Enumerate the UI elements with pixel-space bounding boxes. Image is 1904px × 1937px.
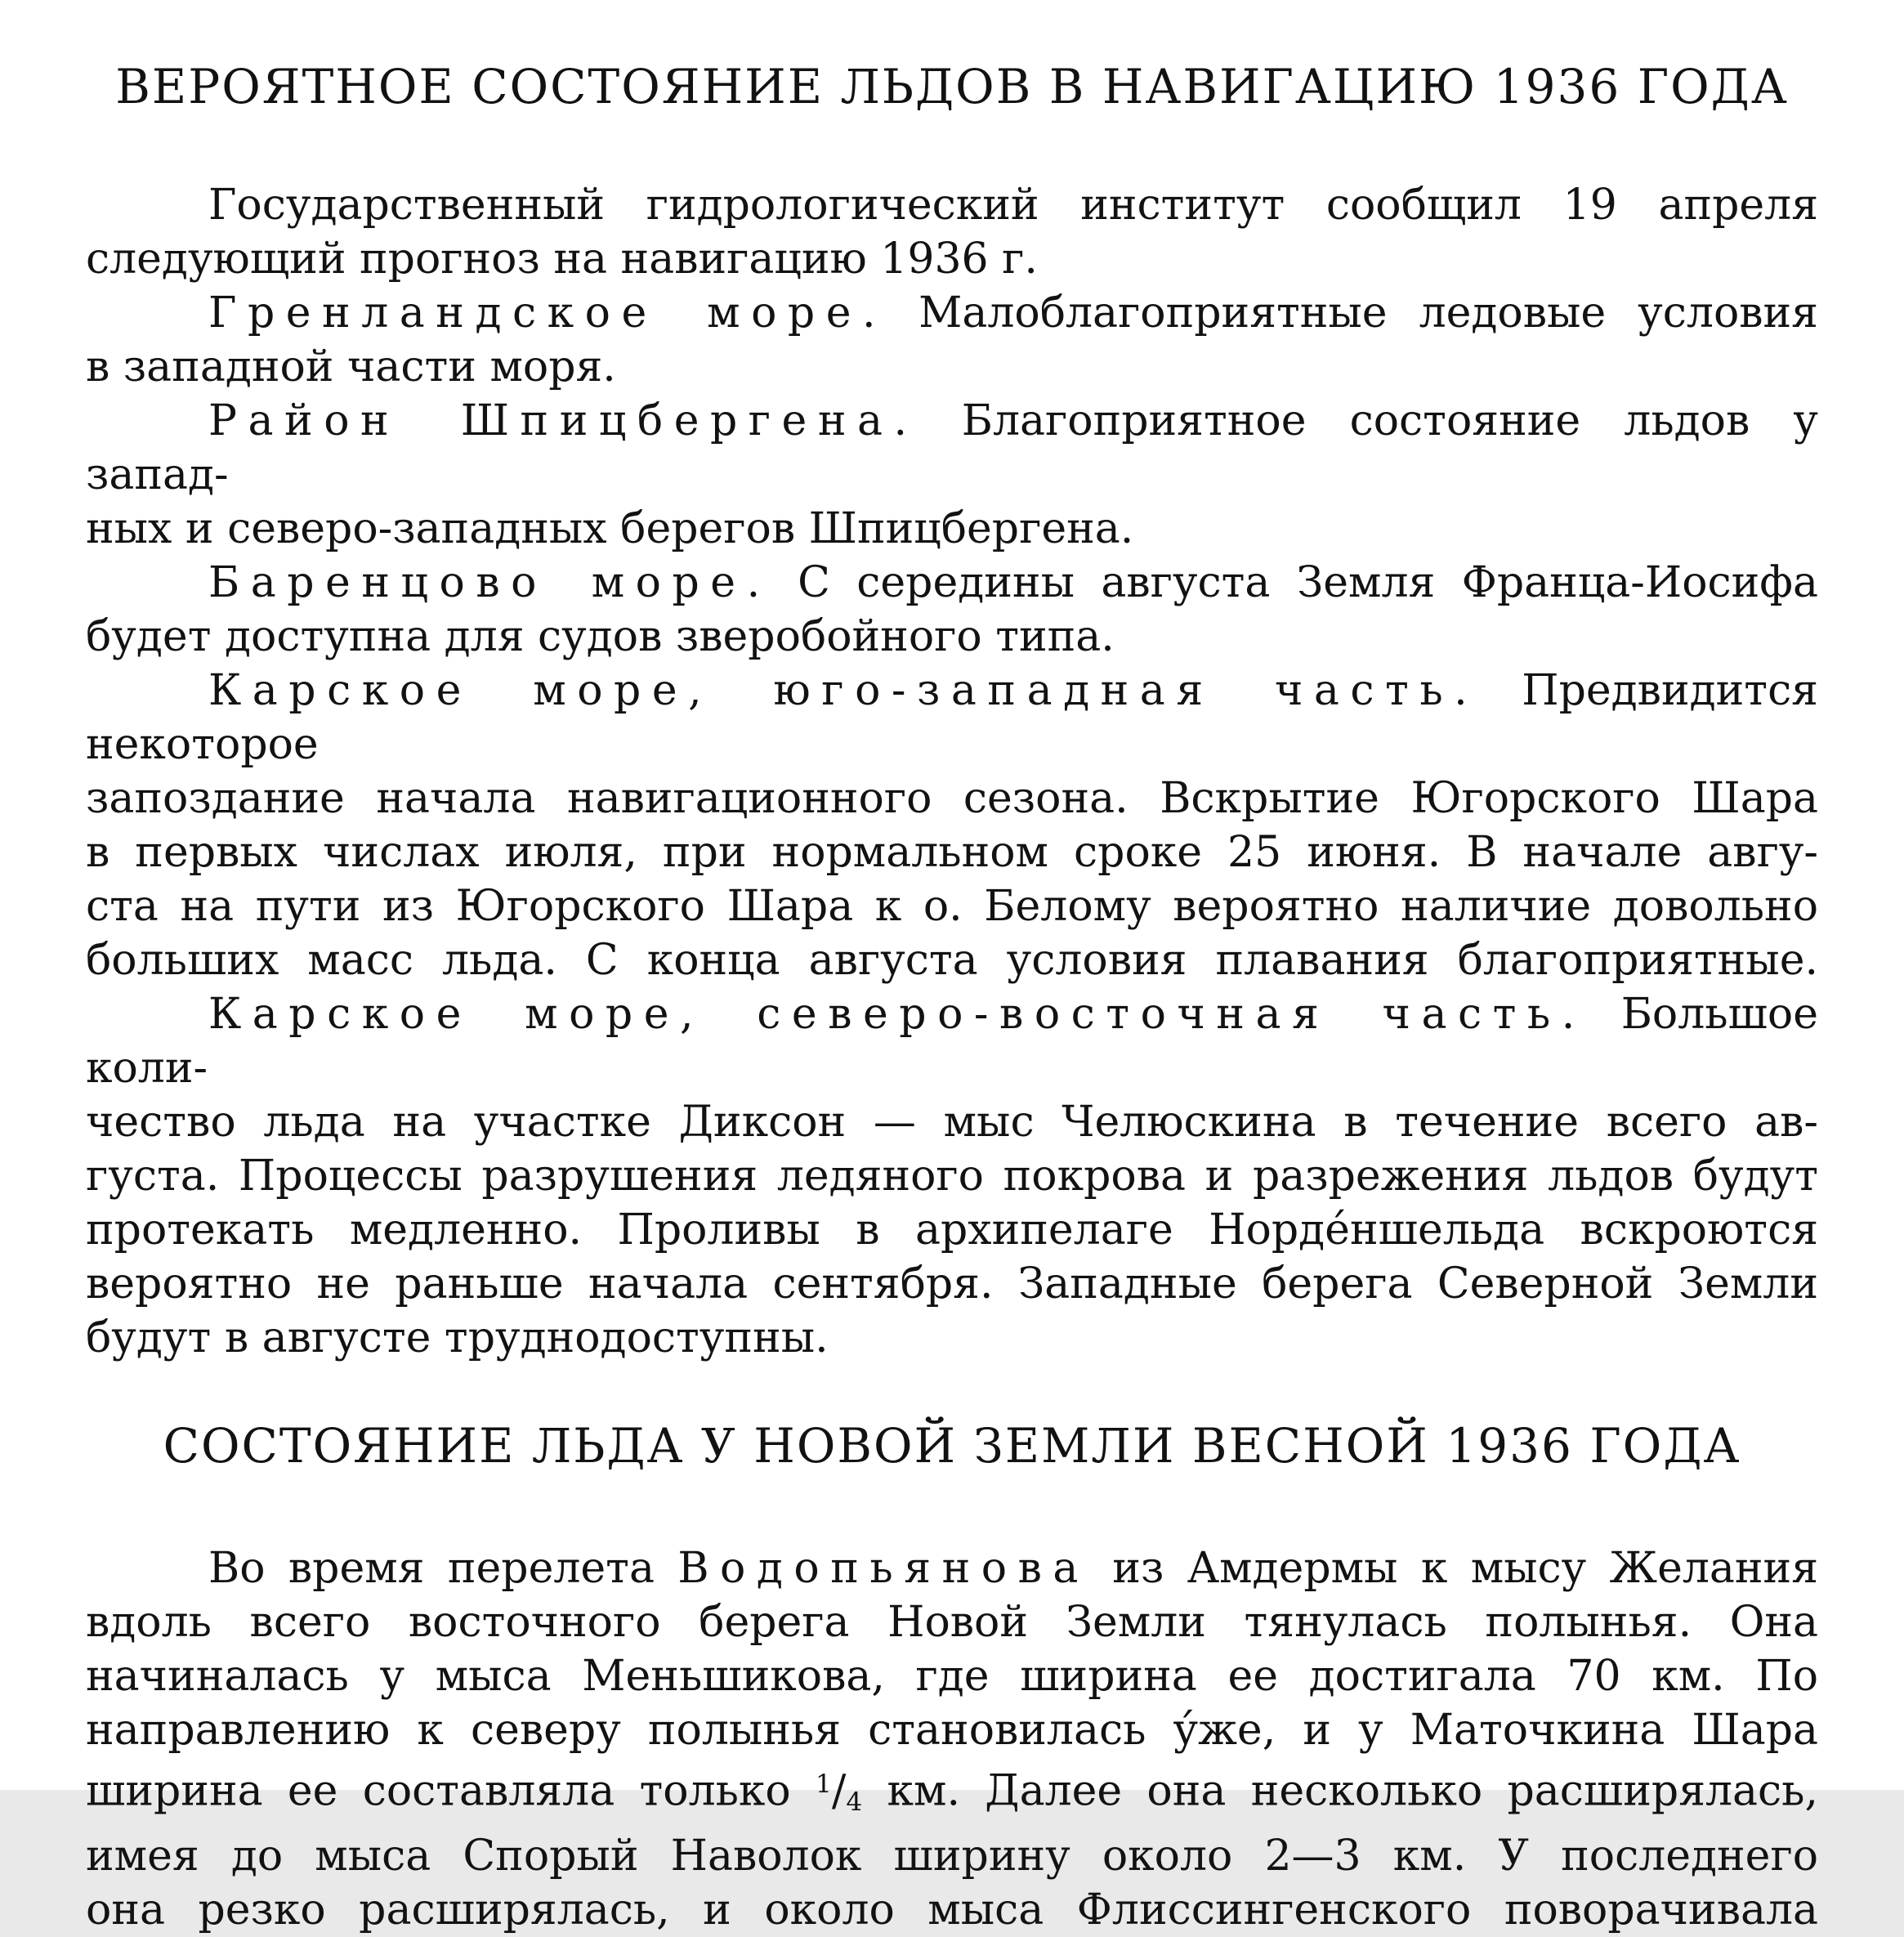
text-line <box>86 1883 1818 1937</box>
text-run: ширина ее составляла только <box>86 1766 816 1816</box>
text-line <box>86 1203 1818 1257</box>
text-run: Карское море, северо-восточная часть. <box>208 990 1586 1039</box>
text-line <box>86 1595 1818 1649</box>
text-run: имея до мыса Спорый Наволок ширину около 2—3 км. У последнего <box>86 1831 1818 1881</box>
text-run: в западной части моря. <box>86 342 616 391</box>
text-run: / <box>831 1766 847 1816</box>
paragraph <box>86 394 1818 556</box>
text-run: вдоль всего восточного берега Новой Земли тянулась полынья. Она <box>86 1598 1818 1647</box>
paragraph <box>86 556 1818 664</box>
novaya-zemlya-ice-section <box>0 1416 1904 1937</box>
text-run: будет доступна для судов зверобойного типа. <box>86 612 1115 661</box>
text-line <box>86 879 1818 933</box>
text-run: начиналась у мыса Меньшикова, где ширина ее достигала 70 км. По <box>86 1652 1818 1701</box>
text-line <box>86 556 1818 610</box>
text-run: 4 <box>846 1787 863 1817</box>
text-run: км. Далее она несколько расширялась, <box>862 1766 1818 1816</box>
text-run: Малоблагоприятные ледовые условия <box>887 289 1818 338</box>
paragraph <box>86 987 1818 1365</box>
text-line <box>86 1541 1818 1595</box>
text-line <box>86 1257 1818 1311</box>
section-body <box>86 1541 1818 1937</box>
text-line <box>86 1649 1818 1703</box>
text-run: Район Шпицбергена. <box>208 396 918 445</box>
text-run: С середины августа Земля Франца-Иосифа <box>771 558 1818 607</box>
text-line <box>86 1757 1818 1829</box>
paragraph <box>86 664 1818 987</box>
text-line <box>86 987 1818 1095</box>
text-line <box>86 1149 1818 1203</box>
text-run: она резко расширялась, и около мыса Флиссингенского поворачивала <box>86 1885 1818 1935</box>
section-title: ВЕРОЯТНОЕ СОСТОЯНИЕ ЛЬДОВ В НАВИГАЦИЮ 1936 ГОДА <box>115 59 1789 114</box>
text-run: ста на пути из Югорского Шара к о. Белому вероятно наличие довольно <box>86 882 1818 931</box>
section-body <box>86 178 1818 1365</box>
text-line <box>86 1703 1818 1757</box>
text-run: следующий прогноз на навигацию 1936 г. <box>86 235 1038 284</box>
text-run: запоздание начала навигационного сезона. Вскрытие Югорского Шара <box>86 774 1818 823</box>
text-run: Во время перелета <box>208 1544 678 1593</box>
paragraph <box>86 1541 1818 1937</box>
text-run: Предвидится некоторое <box>86 666 1818 769</box>
text-line <box>86 178 1818 232</box>
text-line <box>86 1829 1818 1883</box>
text-line <box>86 502 1818 556</box>
text-run: будут в августе труднодоступны. <box>86 1313 829 1362</box>
text-run: Большое коли- <box>86 990 1818 1093</box>
text-run: в первых числах июля, при нормальном сроке 25 июня. В начале авгу- <box>86 828 1818 877</box>
text-run: 1 <box>816 1769 832 1799</box>
text-run: Благоприятное состояние льдов у запад- <box>86 396 1818 499</box>
text-run: Карское море, юго-западная часть. <box>208 666 1479 715</box>
text-run: ных и северо-западных берегов Шпицбергена. <box>86 504 1134 553</box>
text-line <box>86 610 1818 664</box>
text-run: протекать медленно. Проливы в архипелаге Норде́ншельда вскроются <box>86 1206 1818 1255</box>
text-run: густа. Процессы разрушения ледяного покрова и разрежения льдов будут <box>86 1152 1818 1201</box>
section-title: СОСТОЯНИЕ ЛЬДА У НОВОЙ ЗЕМЛИ ВЕСНОЙ 1936 ГОДА <box>163 1418 1741 1474</box>
text-line <box>86 1095 1818 1149</box>
text-run: чество льда на участке Диксон — мыс Челюскина в течение всего ав- <box>86 1098 1818 1147</box>
text-line <box>86 825 1818 879</box>
text-line <box>86 286 1818 340</box>
text-run: Баренцово море. <box>208 558 771 607</box>
text-run: больших масс льда. С конца августа условия плавания благоприятные. <box>86 936 1818 985</box>
text-line <box>86 664 1818 772</box>
text-line <box>86 933 1818 987</box>
text-run: Гренландское море. <box>208 289 887 338</box>
text-run: Государственный гидрологический институт сообщил 19 апреля <box>208 181 1818 230</box>
text-line <box>86 394 1818 502</box>
text-run: вероятно не раньше начала сентября. Западные берега Северной Земли <box>86 1259 1818 1308</box>
text-line <box>86 340 1818 394</box>
paragraph <box>86 178 1818 286</box>
text-run: Водопьянова <box>677 1544 1089 1593</box>
text-line <box>86 772 1818 825</box>
paragraph <box>86 286 1818 394</box>
text-run: из Амдермы к мысу Желания <box>1088 1544 1819 1593</box>
text-line <box>86 232 1818 286</box>
text-run: направлению к северу полынья становилась у́же, и у Маточкина Шара <box>86 1706 1818 1755</box>
text-line <box>86 1311 1818 1365</box>
